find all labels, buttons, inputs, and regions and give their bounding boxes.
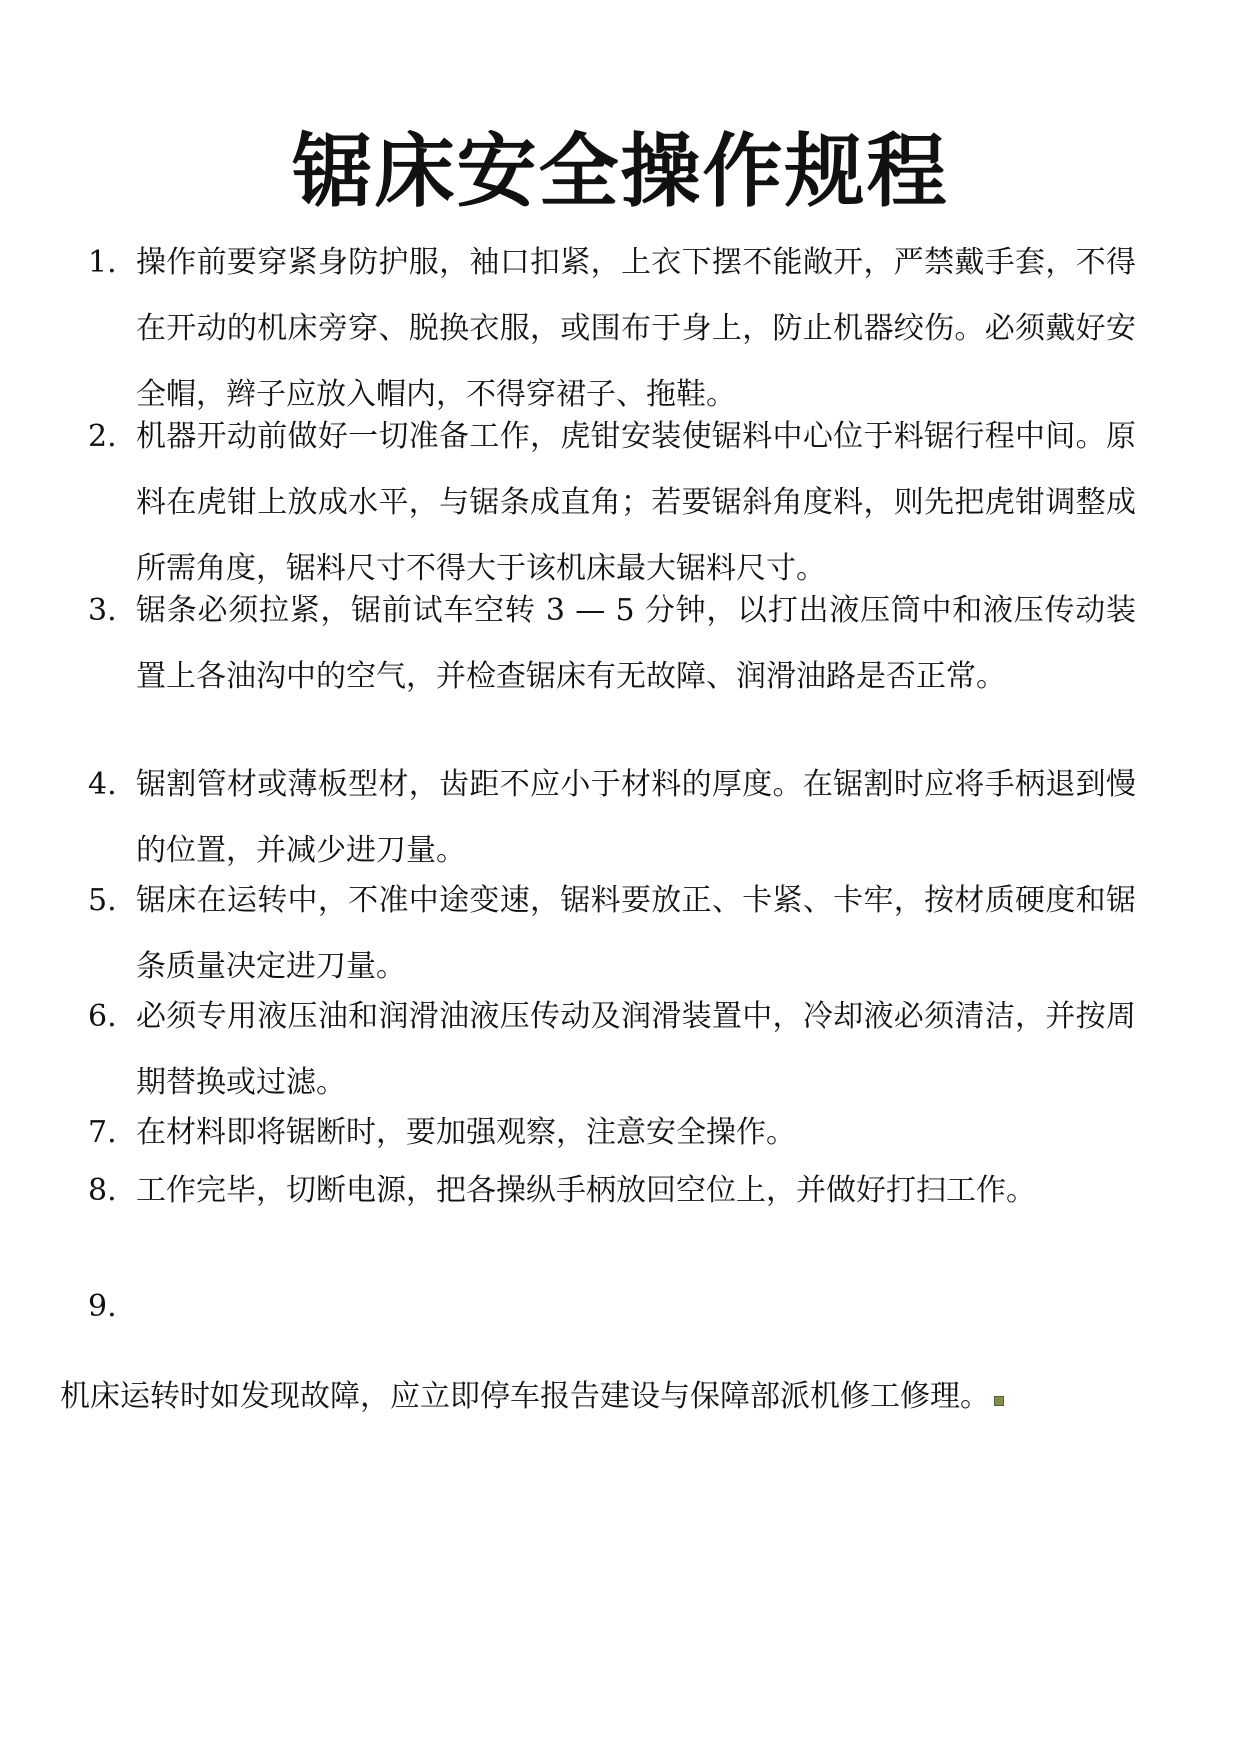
continuation-line (60, 1364, 1180, 1430)
item-number: 6. (88, 999, 117, 1034)
document-title: 锯床安全操作规程 (292, 125, 949, 218)
item-text: 工作完毕，切断电源，把各操纵手柄放回空位上，并做好打扫工作。 (136, 1173, 1036, 1208)
item-text: 锯床在运转中，不准中途变速，锯料要放正、卡紧、卡牢，按材质硬度和锯条质量决定进刀量。 (136, 883, 1136, 984)
item-text: 锯割管材或薄板型材，齿距不应小于材料的厚度。在锯割时应将手柄退到慢的位置，并减少进刀量。 (136, 767, 1136, 868)
item-text: 操作前要穿紧身防护服，袖口扣紧，上衣下摆不能敞开，严禁戴手套，不得在开动的机床旁穿、脱换衣服，或围布于身上，防止机器绞伤。必须戴好安全帽，辫子应放入帽内，不得穿裙子、拖鞋。 (136, 245, 1136, 412)
item-number: 2. (88, 419, 117, 454)
item-number: 1. (88, 245, 117, 280)
item-text: 锯条必须拉紧，锯前试车空转 3 — 5 分钟，以打出液压筒中和液压传动装置上各油沟中的空气，并检查锯床有无故障、润滑油路是否正常。 (136, 593, 1136, 694)
item-text: 必须专用液压油和润滑油液压传动及润滑装置中，冷却液必须清洁，并按周期替换或过滤。 (136, 999, 1136, 1100)
item-text: 机器开动前做好一切准备工作，虎钳安装使锯料中心位于料锯行程中间。原料在虎钳上放成水平，与锯条成直角；若要锯斜角度料，则先把虎钳调整成所需角度，锯料尺寸不得大于该机床最大锯料尺寸。 (136, 419, 1136, 586)
item-number: 5. (88, 883, 117, 918)
item-number: 8. (88, 1173, 117, 1208)
item-number: 3. (88, 593, 117, 628)
continuation-text: 机床运转时如发现故障，应立即停车报告建设与保障部派机修工修理。 (60, 1379, 990, 1414)
item-number: 7. (88, 1115, 117, 1150)
item-number: 9. (88, 1289, 117, 1324)
item-text: 在材料即将锯断时，要加强观察，注意安全操作。 (136, 1115, 796, 1150)
item-number: 4. (88, 767, 117, 802)
paragraph-mark-icon (994, 1396, 1004, 1406)
